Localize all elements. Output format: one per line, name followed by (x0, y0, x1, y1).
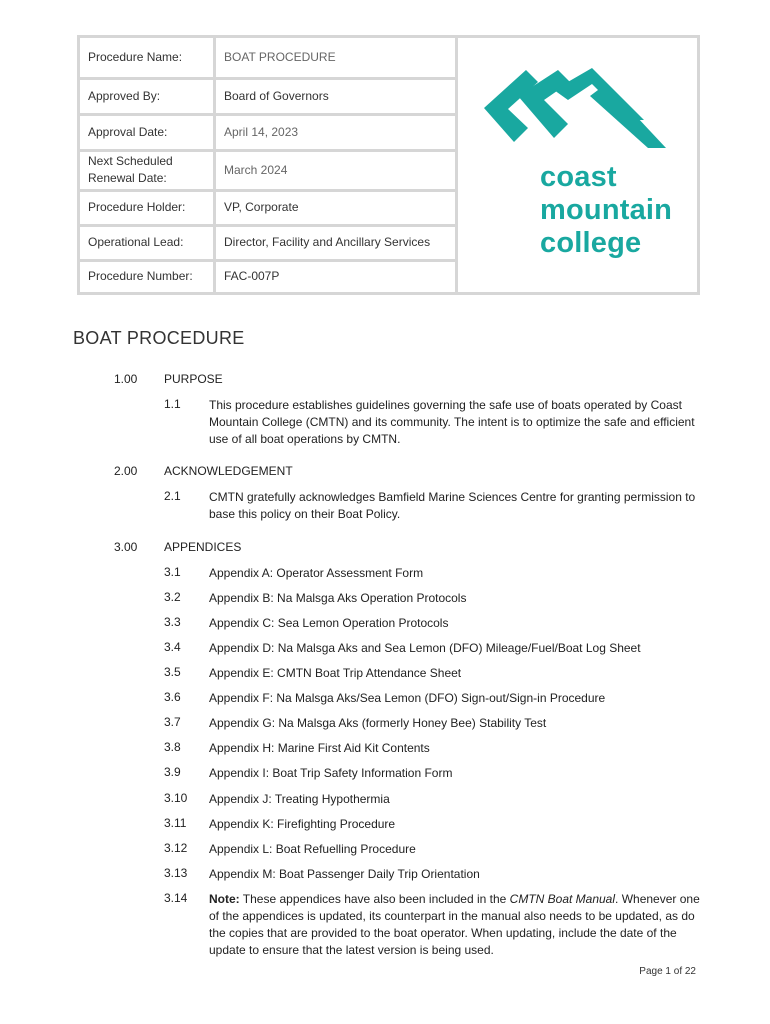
item-number: 3.13 (164, 866, 188, 880)
table-row (80, 38, 457, 78)
item-text: Appendix D: Na Malsga Aks and Sea Lemon (DFO) Mileage/Fuel/Boat Log Sheet (209, 641, 641, 655)
item-number: 3.10 (164, 791, 188, 805)
procedure-holder-value: VP, Corporate (215, 190, 457, 225)
section-number: 3.00 (114, 540, 138, 554)
approved-by-value: Board of Governors (215, 78, 457, 114)
note-text-before: These appendices have also been included in the (239, 892, 510, 906)
item-text: Appendix B: Na Malsga Aks Operation Protocols (209, 591, 467, 605)
approved-by-label: Approved By: (80, 78, 215, 114)
boat-manual-title: CMTN Boat Manual (509, 892, 616, 906)
item-text: CMTN gratefully acknowledges Bamfield Marine Sciences Centre for granting permission to base this policy on their Boat Policy. (209, 490, 696, 521)
table-row (80, 114, 457, 150)
item-number: 3.11 (164, 816, 187, 830)
section-number: 2.00 (114, 464, 138, 478)
item-text: Appendix C: Sea Lemon Operation Protocols (209, 616, 449, 630)
item-text: Appendix K: Firefighting Procedure (209, 817, 396, 831)
mountain-logo-icon (484, 66, 669, 156)
section-number: 1.00 (114, 372, 138, 386)
item-number: 3.6 (164, 690, 181, 704)
item-text: Appendix L: Boat Refuelling Procedure (209, 842, 416, 856)
logo-word-mountain: mountain (540, 194, 673, 226)
logo-word-college: college (540, 227, 642, 259)
item-number: 3.12 (164, 841, 188, 855)
table-row (80, 225, 457, 260)
coast-mountain-college-logo (458, 38, 697, 292)
renewal-date-label: Next Scheduled Renewal Date: (80, 150, 215, 190)
procedure-name-label: Procedure Name: (80, 38, 215, 78)
section-heading: APPENDICES (164, 540, 242, 554)
item-number: 3.8 (164, 740, 181, 754)
table-row (80, 78, 457, 114)
item-number: 3.3 (164, 615, 181, 629)
item-text: Appendix A: Operator Assessment Form (209, 566, 424, 580)
item-number: 1.1 (164, 397, 181, 411)
item-text: Appendix E: CMTN Boat Trip Attendance Sheet (209, 666, 462, 680)
document-title: BOAT PROCEDURE (73, 328, 245, 348)
item-number: 3.7 (164, 715, 181, 729)
table-row (80, 150, 457, 190)
item-number: 3.9 (164, 765, 181, 779)
logo-wordmark (540, 161, 672, 260)
item-text: Appendix M: Boat Passenger Daily Trip Orientation (209, 867, 480, 881)
item-text: Appendix H: Marine First Aid Kit Contents (209, 741, 430, 755)
note-text (209, 891, 709, 959)
operational-lead-value: Director, Facility and Ancillary Services (215, 225, 457, 260)
item-text: This procedure establishes guidelines governing the safe use of boats operated by Coast Mountain College (CMTN) and its community. The intent is to optimize the safe and efficient use of all boat operations by CMTN. (209, 398, 695, 446)
item-text: Appendix F: Na Malsga Aks/Sea Lemon (DFO) Sign-out/Sign-in Procedure (209, 691, 606, 705)
operational-lead-label: Operational Lead: (80, 225, 215, 260)
item-number: 3.1 (164, 565, 181, 579)
section-heading: PURPOSE (164, 372, 223, 386)
procedure-metadata-table (80, 38, 458, 292)
item-text: Appendix G: Na Malsga Aks (formerly Honey Bee) Stability Test (209, 716, 547, 730)
item-number: 2.1 (164, 489, 181, 503)
table-row (80, 260, 457, 292)
item-number: 3.14 (164, 891, 188, 905)
item-text: Appendix J: Treating Hypothermia (209, 792, 390, 806)
item-text: Appendix I: Boat Trip Safety Information Form (209, 766, 453, 780)
logo-word-coast: coast (540, 161, 617, 193)
approval-date-value: April 14, 2023 (215, 114, 457, 150)
item-number: 3.2 (164, 590, 181, 604)
item-number: 3.4 (164, 640, 181, 654)
procedure-number-value: FAC-007P (215, 260, 457, 292)
procedure-number-label: Procedure Number: (80, 260, 215, 292)
approval-date-label: Approval Date: (80, 114, 215, 150)
procedure-name-value: BOAT PROCEDURE (215, 38, 457, 78)
note-text-after: . Whenever one of the appendices is updated, its counterpart in the manual also needs to be updated, as do the copies that are provided to the boat operator. When updating, include the date of the update to ensure that the latest version is being used. (209, 892, 700, 957)
renewal-date-value: March 2024 (215, 150, 457, 190)
procedure-header-box (77, 35, 700, 295)
table-row (80, 190, 457, 225)
page-number: Page 1 of 22 (639, 966, 696, 977)
item-number: 3.5 (164, 665, 181, 679)
section-heading: ACKNOWLEDGEMENT (164, 464, 293, 478)
procedure-holder-label: Procedure Holder: (80, 190, 215, 225)
note-label: Note: (209, 892, 240, 906)
